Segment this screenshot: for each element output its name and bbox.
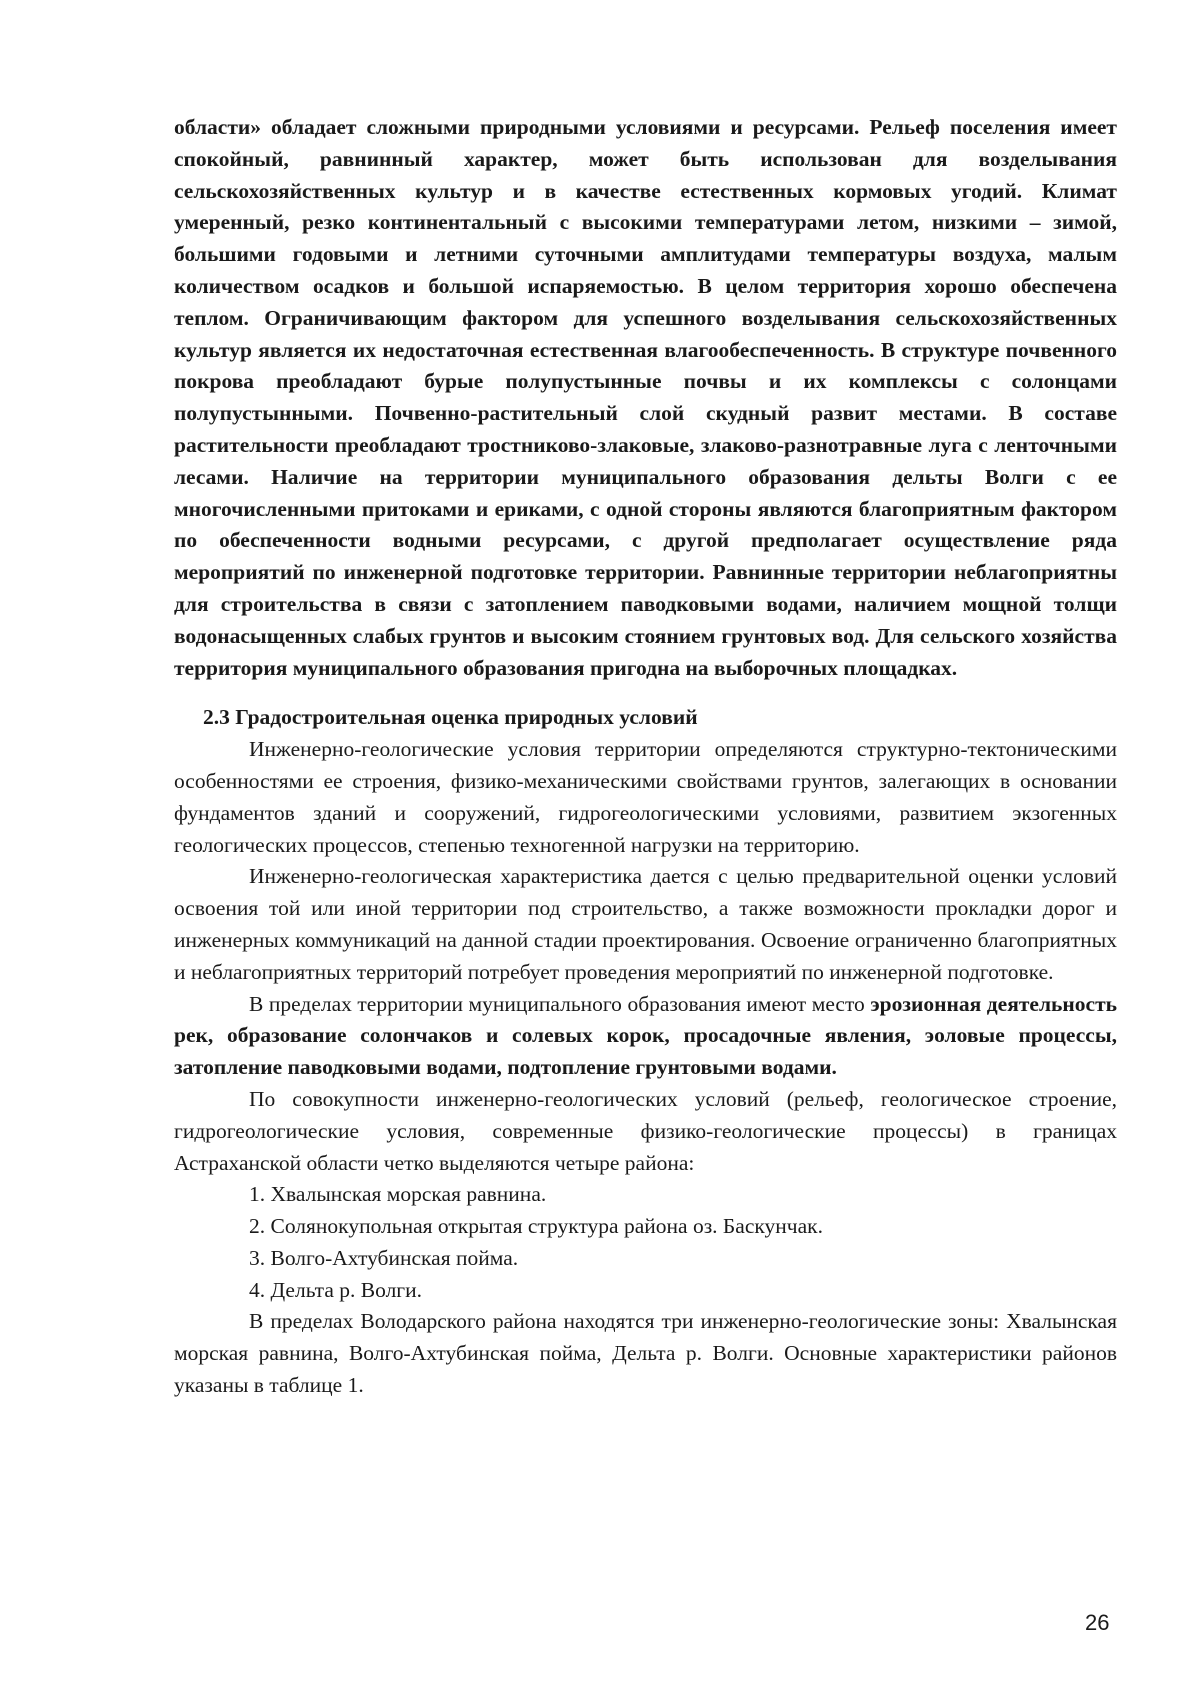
page-number: 26 xyxy=(1085,1610,1110,1635)
paragraph-characteristics: Инженерно-геологическая характеристика дается с целью предварительной оценки условий освоения той или иной территории под строительство, а также возможности прокладки дорог и инженерных коммуникаций на данной стадии проектирования. Освоение ограниченно благоприятных и неблагоприятных территорий потребует проведения мероприятий по инженерной подготовке. xyxy=(174,864,1117,984)
section-heading: 2.3 Градостроительная оценка природных условий xyxy=(203,705,698,730)
districts-list xyxy=(174,1179,1117,1306)
document-page xyxy=(174,112,1117,1402)
paragraph-engineering-geology: Инженерно-геологические условия территории определяются структурно-тектоническими особенностями ее строения, физико-механическими свойствами грунтов, залегающих в основании фундаментов зданий и сооружений, гидрогеологическими условиями, развитием экзогенных геологических процессов, степенью техногенной нагрузки на территорию. xyxy=(174,737,1117,857)
list-item: 2. Солянокупольная открытая структура района оз. Баскунчак. xyxy=(249,1214,823,1239)
list-item: 4. Дельта р. Волги. xyxy=(249,1277,422,1302)
list-item: 1. Хвалынская морская равнина. xyxy=(249,1182,547,1207)
paragraph-processes-bold: эрозионная деятельность рек, образование солончаков и солевых корок, просадочные явления, эоловые процессы, затопление паводковыми водами, подтопление грунтовыми водами. xyxy=(174,991,1117,1080)
list-item: 3. Волго-Ахтубинская пойма. xyxy=(249,1245,519,1270)
paragraph-districts-intro: По совокупности инженерно-геологических условий (рельеф, геологическое строение, гидрогеологические условия, современные физико-геологические процессы) в границах Астраханской области четко выделяются четыре района: xyxy=(174,1086,1117,1175)
paragraph-volodarsky-zones: В пределах Володарского района находятся три инженерно-геологические зоны: Хвалынская морская равнина, Волго-Ахтубинская пойма, Дельта р. Волги. Основные характеристики районов указаны в таблице 1. xyxy=(174,1309,1117,1398)
paragraph-processes-lead: В пределах территории муниципального образования имеют место xyxy=(249,991,871,1016)
paragraph-natural-conditions: области» обладает сложными природными условиями и ресурсами. Рельеф поселения имеет спокойный, равнинный характер, может быть использован для возделывания сельскохозяйственных культур и в качестве естественных кормовых угодий. Климат умеренный, резко континентальный с высокими температурами летом, низкими – зимой, большими годовыми и летними суточными амплитудами температуры воздуха, малым количеством осадков и большой испаряемостью. В целом территория хорошо обеспечена теплом. Ограничивающим фактором для успешного возделывания сельскохозяйственных культур является их недостаточная естественная влагообеспеченность. В структуре почвенного покрова преобладают бурые полупустынные почвы и их комплексы с солонцами полупустынными. Почвенно-растительный слой скудный развит местами. В составе растительности преобладают тростниково-злаковые, злаково-разнотравные луга с ленточными лесами. Наличие на территории муниципального образования дельты Волги с ее многочисленными притоками и ериками, с одной стороны являются благоприятным фактором по обеспеченности водными ресурсами, с другой предполагает осуществление ряда мероприятий по инженерной подготовке территории. Равнинные территории неблагоприятны для строительства в связи с затоплением паводковыми водами, наличием мощной толщи водонасыщенных слабых грунтов и высоким стоянием грунтовых вод. Для сельского хозяйства территория муниципального образования пригодна на выборочных площадках. xyxy=(174,115,1117,680)
paragraph-processes xyxy=(174,989,1117,1084)
